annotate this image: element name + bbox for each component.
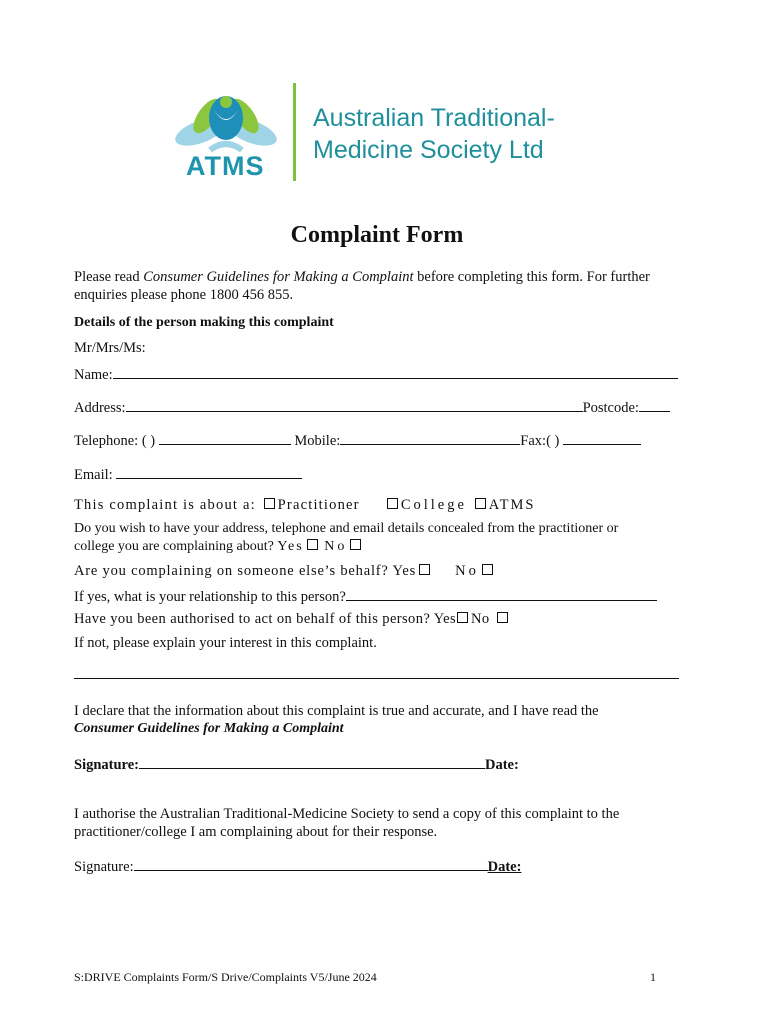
interest-label: If not, please explain your interest in this complaint. — [74, 635, 377, 651]
intro-post: before completing this form. For further — [413, 269, 650, 285]
behalf-question: Are you complaining on someone else’s behalf? — [74, 563, 389, 579]
page-title: Complaint Form — [290, 222, 464, 248]
authorised-question: Have you been authorised to act on behalf of this person? — [74, 611, 431, 627]
atms-checkbox[interactable] — [475, 498, 486, 509]
authorised-row — [74, 611, 511, 628]
intro-guidelines-title: Consumer Guidelines for Making a Complaint — [143, 269, 414, 285]
about-row — [74, 497, 535, 514]
fax-input-line[interactable] — [563, 431, 641, 445]
relationship-row — [74, 587, 657, 606]
signature1-label: Signature: — [74, 757, 139, 773]
conceal-line1: Do you wish to have your address, telephone and email details concealed from the practitioner or — [74, 521, 619, 536]
phone-row — [74, 431, 641, 450]
authorised-no-label: No — [471, 611, 490, 627]
authorise-line1: I authorise the Australian Traditional-Medicine Society to send a copy of this complaint to the — [74, 806, 620, 822]
logo-divider — [293, 83, 296, 181]
mobile-label: Mobile: — [294, 433, 341, 449]
title-field[interactable] — [74, 340, 146, 357]
address-label: Address: — [74, 400, 126, 416]
email-input-line[interactable] — [116, 465, 302, 479]
behalf-yes-checkbox[interactable] — [419, 564, 430, 575]
about-label: This complaint is about a: — [74, 497, 256, 513]
conceal-question: college you are complaining about? — [74, 539, 274, 554]
email-label: Email: — [74, 467, 113, 483]
college-label: College — [400, 497, 467, 513]
signature1-row — [74, 755, 519, 774]
address-input-line[interactable] — [126, 398, 583, 412]
org-name-line1: Australian Traditional- — [313, 104, 555, 132]
conceal-no-label: No — [324, 539, 348, 554]
college-checkbox[interactable] — [387, 498, 398, 509]
fax-label: Fax:( ) — [520, 433, 560, 449]
practitioner-checkbox[interactable] — [264, 498, 275, 509]
behalf-no-checkbox[interactable] — [482, 564, 493, 575]
declaration-line2: Consumer Guidelines for Making a Complaint — [74, 721, 344, 736]
postcode-input-line[interactable] — [639, 398, 670, 412]
signature2-row — [74, 857, 521, 876]
relationship-input-line[interactable] — [346, 587, 657, 601]
intro-line1 — [74, 269, 650, 286]
practitioner-label: Practitioner — [277, 497, 360, 513]
page-number: 1 — [650, 970, 656, 984]
mobile-input-line[interactable] — [340, 431, 520, 445]
authorised-yes-label: Yes — [433, 611, 457, 627]
date2-label: Date: — [487, 859, 522, 875]
name-field[interactable] — [74, 365, 678, 384]
conceal-yes-label: Yes — [277, 539, 304, 554]
behalf-row — [74, 563, 496, 580]
signature2-label: Signature: — [74, 859, 134, 875]
atms-label: ATMS — [488, 497, 536, 513]
email-row — [74, 465, 302, 484]
declaration-line1: I declare that the information about this complaint is true and accurate, and I have read the — [74, 703, 599, 719]
relationship-label: If yes, what is your relationship to this person? — [74, 589, 346, 605]
behalf-yes-label: Yes — [392, 563, 417, 579]
conceal-yes-checkbox[interactable] — [307, 539, 318, 550]
authorised-yes-checkbox[interactable] — [457, 612, 468, 623]
conceal-no-checkbox[interactable] — [350, 539, 361, 550]
name-label: Name: — [74, 367, 113, 383]
section-heading: Details of the person making this complaint — [74, 315, 334, 330]
org-name-line2: Medicine Society Ltd — [313, 136, 544, 164]
interest-input-line[interactable] — [74, 678, 679, 679]
logo-abbr: ATMS — [186, 151, 265, 181]
intro-line2: enquiries please phone 1800 456 855. — [74, 287, 294, 303]
title-label: Mr/Mrs/Ms: — [74, 340, 146, 356]
address-row — [74, 398, 670, 417]
conceal-line2 — [74, 539, 364, 555]
authorised-no-checkbox[interactable] — [497, 612, 508, 623]
signature1-input-line[interactable] — [139, 755, 485, 769]
postcode-label: Postcode: — [582, 400, 639, 416]
name-input-line[interactable] — [113, 365, 678, 379]
telephone-input-line[interactable] — [159, 431, 291, 445]
behalf-no-label: No — [455, 563, 479, 579]
authorise-line2: practitioner/college I am complaining about for their response. — [74, 824, 438, 840]
signature2-input-line[interactable] — [134, 857, 488, 871]
footer: S:DRIVE Complaints Form/S Drive/Complaints V5/June 2024 — [74, 970, 377, 984]
date1-label: Date: — [485, 757, 519, 773]
org-name — [313, 102, 555, 166]
telephone-label: Telephone: ( ) — [74, 433, 156, 449]
intro-pre: Please read — [74, 269, 144, 285]
atms-logo-icon — [170, 80, 282, 155]
